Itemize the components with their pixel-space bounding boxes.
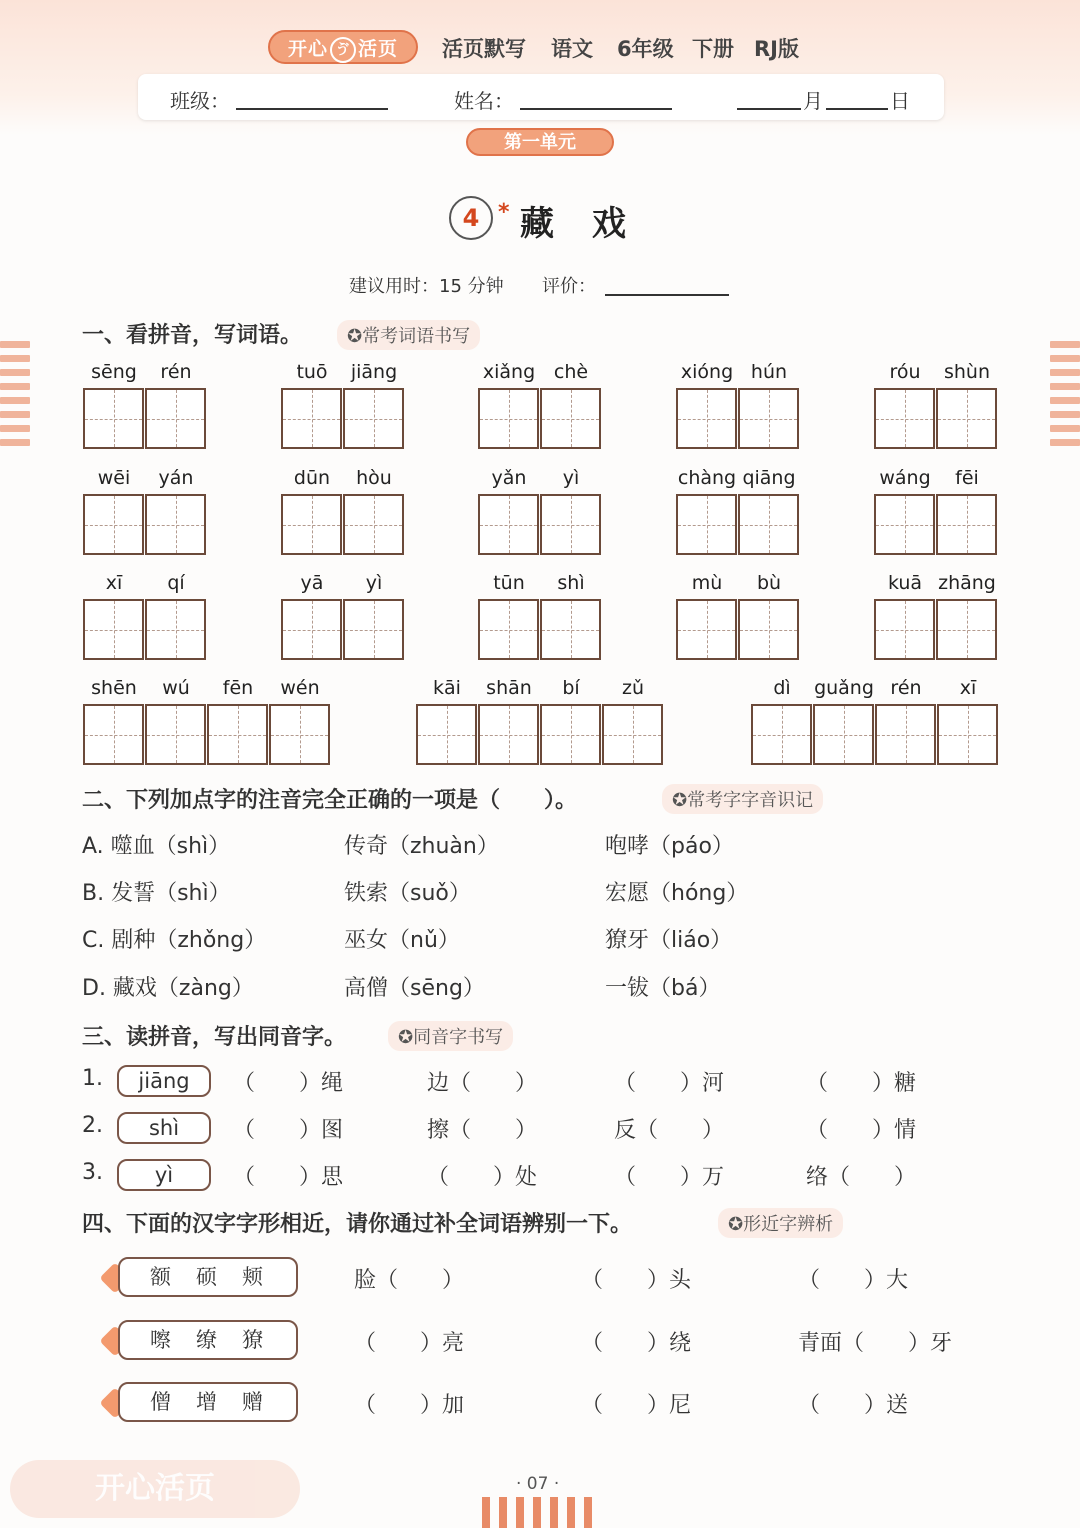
writing-box[interactable] bbox=[540, 388, 601, 449]
pinyin-syllable: fēn bbox=[222, 677, 254, 699]
day-label: 日 bbox=[890, 89, 910, 113]
pinyin-syllable: bí bbox=[562, 677, 580, 699]
fill-blank[interactable]: （ ）处 bbox=[427, 1165, 538, 1190]
writing-box[interactable] bbox=[343, 494, 404, 555]
fill-blank[interactable]: （ ）糖 bbox=[806, 1071, 917, 1096]
fill-blank[interactable]: （ ）万 bbox=[614, 1165, 725, 1190]
writing-box[interactable] bbox=[145, 494, 206, 555]
pinyin-syllable: xī bbox=[959, 677, 977, 699]
pinyin-syllable: yì bbox=[365, 572, 383, 594]
writing-box[interactable] bbox=[813, 704, 874, 765]
pinyin-syllable: shān bbox=[486, 677, 532, 699]
writing-box[interactable] bbox=[281, 388, 342, 449]
pinyin-syllable: wēi bbox=[97, 467, 131, 489]
option-choice[interactable]: D. 藏戏（zàng） bbox=[82, 976, 254, 1001]
writing-box[interactable] bbox=[738, 599, 799, 660]
option-word: 高僧（sēng） bbox=[344, 976, 485, 1001]
class-field[interactable] bbox=[236, 84, 388, 110]
pinyin-pill: yì bbox=[117, 1159, 211, 1191]
pinyin-syllable: guǎng bbox=[814, 677, 874, 699]
writing-box[interactable] bbox=[207, 704, 268, 765]
pinyin-syllable: shēn bbox=[91, 677, 137, 699]
fill-blank[interactable]: （ ）绕 bbox=[581, 1331, 692, 1356]
fill-blank[interactable]: （ ）大 bbox=[798, 1268, 909, 1293]
fill-blank[interactable]: （ ）图 bbox=[233, 1118, 344, 1143]
option-choice[interactable]: C. 剧种（zhǒng） bbox=[82, 928, 267, 953]
fill-blank[interactable]: （ ）情 bbox=[806, 1118, 917, 1143]
option-word: 宏愿（hóng） bbox=[605, 881, 749, 906]
writing-box[interactable] bbox=[751, 704, 812, 765]
fill-blank[interactable]: 青面（ ）牙 bbox=[798, 1331, 953, 1356]
writing-box[interactable] bbox=[269, 704, 330, 765]
row-number: 2. bbox=[82, 1113, 103, 1138]
pinyin-syllable: xiǎng bbox=[482, 361, 536, 383]
lesson-title: 藏戏 bbox=[520, 204, 664, 244]
evaluation-field[interactable] bbox=[605, 270, 729, 296]
option-word: 巫女（nǔ） bbox=[344, 928, 460, 953]
writing-box[interactable] bbox=[540, 704, 601, 765]
unit-badge: 第一单元 bbox=[466, 128, 614, 156]
day-field[interactable] bbox=[826, 84, 888, 110]
pinyin-syllable: zhāng bbox=[938, 572, 996, 594]
pinyin-syllable: rén bbox=[160, 361, 192, 383]
pinyin-syllable: yì bbox=[562, 467, 580, 489]
pinyin-syllable: wú bbox=[162, 677, 190, 699]
suggested-time: 建议用时：15 分钟 bbox=[349, 276, 504, 297]
writing-box[interactable] bbox=[478, 494, 539, 555]
month-label: 月 bbox=[803, 89, 823, 113]
pinyin-syllable: hòu bbox=[356, 467, 392, 489]
writing-box[interactable] bbox=[936, 388, 997, 449]
pinyin-syllable: tūn bbox=[493, 572, 525, 594]
fill-blank[interactable]: （ ）头 bbox=[581, 1268, 692, 1293]
section3-tag: ✪同音字书写 bbox=[388, 1021, 513, 1051]
class-label: 班级： bbox=[170, 89, 230, 113]
option-word: 咆哮（páo） bbox=[605, 834, 734, 859]
writing-box[interactable] bbox=[281, 494, 342, 555]
left-side-stripes bbox=[0, 341, 30, 453]
bottom-stripes bbox=[482, 1497, 602, 1528]
pinyin-syllable: xī bbox=[105, 572, 123, 594]
month-field[interactable] bbox=[737, 84, 801, 110]
pinyin-syllable: mù bbox=[691, 572, 723, 594]
option-choice[interactable]: B. 发誓（shì） bbox=[82, 881, 231, 906]
pinyin-syllable: hún bbox=[750, 361, 788, 383]
character-group: 僧增赠 bbox=[118, 1382, 298, 1422]
pinyin-syllable: dì bbox=[773, 677, 791, 699]
logo-mark-icon: ゔ bbox=[330, 37, 356, 63]
pinyin-syllable: róu bbox=[889, 361, 921, 383]
edition: RJ版 bbox=[754, 37, 799, 61]
pinyin-syllable: shùn bbox=[943, 361, 991, 383]
pinyin-syllable: tuō bbox=[296, 361, 328, 383]
pinyin-pill: shì bbox=[117, 1112, 211, 1144]
writing-box[interactable] bbox=[83, 704, 144, 765]
section3-title: 三、读拼音，写出同音字。 bbox=[82, 1025, 347, 1050]
fill-blank[interactable]: 边（ ） bbox=[427, 1071, 538, 1096]
writing-box[interactable] bbox=[738, 494, 799, 555]
fill-blank[interactable]: （ ）亮 bbox=[354, 1331, 465, 1356]
writing-box[interactable] bbox=[874, 494, 935, 555]
writing-box[interactable] bbox=[602, 704, 663, 765]
writing-box[interactable] bbox=[676, 599, 737, 660]
right-side-stripes bbox=[1050, 341, 1080, 453]
pinyin-syllable: jiāng bbox=[350, 361, 398, 383]
writing-box[interactable] bbox=[83, 494, 144, 555]
writing-box[interactable] bbox=[676, 388, 737, 449]
fill-blank[interactable]: （ ）思 bbox=[233, 1165, 344, 1190]
volume: 下册 bbox=[692, 37, 734, 61]
pinyin-syllable: yán bbox=[158, 467, 194, 489]
pinyin-syllable: wáng bbox=[879, 467, 931, 489]
section4-title: 四、下面的汉字字形相近，请你通过补全词语辨别一下。 bbox=[82, 1212, 633, 1237]
fill-blank[interactable]: （ ）送 bbox=[798, 1393, 909, 1418]
section2-tag: ✪常考字字音识记 bbox=[662, 784, 823, 814]
section1-title: 一、看拼音，写词语。 bbox=[82, 323, 303, 348]
fill-blank[interactable]: （ ）河 bbox=[614, 1071, 725, 1096]
row-number: 1. bbox=[82, 1066, 103, 1091]
writing-box[interactable] bbox=[875, 704, 936, 765]
writing-box[interactable] bbox=[145, 599, 206, 660]
pinyin-syllable: fēi bbox=[955, 467, 979, 489]
fill-blank[interactable]: （ ）尼 bbox=[581, 1393, 692, 1418]
section4-tag: ✪形近字辨析 bbox=[718, 1208, 843, 1238]
writing-box[interactable] bbox=[416, 704, 477, 765]
pinyin-syllable: dūn bbox=[293, 467, 331, 489]
character-group: 额硕颊 bbox=[118, 1257, 298, 1297]
fill-blank[interactable]: 络（ ） bbox=[806, 1165, 917, 1190]
option-word: 獠牙（liáo） bbox=[605, 928, 733, 953]
lesson-number: 4 bbox=[449, 196, 493, 240]
writing-box[interactable] bbox=[874, 388, 935, 449]
pinyin-syllable: chè bbox=[553, 361, 589, 383]
grade: 6年级 bbox=[617, 37, 674, 61]
pinyin-syllable: wén bbox=[280, 677, 320, 699]
pinyin-syllable: yā bbox=[300, 572, 324, 594]
lesson-star: * bbox=[498, 200, 510, 225]
pinyin-syllable: zǔ bbox=[621, 677, 644, 699]
name-field[interactable] bbox=[520, 84, 672, 110]
evaluation-label: 评价： bbox=[542, 276, 596, 297]
pinyin-syllable: kuā bbox=[887, 572, 923, 594]
writing-box[interactable] bbox=[343, 388, 404, 449]
logo-text-right: 活页 bbox=[358, 38, 399, 60]
fill-blank[interactable]: 脸（ ） bbox=[354, 1268, 465, 1293]
pinyin-syllable: yǎn bbox=[491, 467, 527, 489]
watermark-logo: 开心活页 bbox=[10, 1460, 300, 1518]
page-number: · 07 · bbox=[516, 1474, 560, 1494]
pinyin-pill: jiāng bbox=[117, 1065, 211, 1097]
fill-blank[interactable]: 反（ ） bbox=[614, 1118, 725, 1143]
writing-box[interactable] bbox=[281, 599, 342, 660]
writing-box[interactable] bbox=[676, 494, 737, 555]
logo-text-left: 开心 bbox=[287, 38, 328, 60]
pinyin-syllable: xióng bbox=[680, 361, 734, 383]
writing-box[interactable] bbox=[874, 599, 935, 660]
writing-box[interactable] bbox=[145, 388, 206, 449]
pinyin-syllable: kāi bbox=[433, 677, 461, 699]
option-word: 铁索（suǒ） bbox=[344, 881, 471, 906]
character-group: 嚓缭獠 bbox=[118, 1320, 298, 1360]
pinyin-syllable: sēng bbox=[91, 361, 137, 383]
fill-blank[interactable]: （ ）加 bbox=[354, 1393, 465, 1418]
writing-box[interactable] bbox=[540, 494, 601, 555]
series-name: 活页默写 bbox=[442, 37, 526, 61]
pinyin-syllable: qí bbox=[167, 572, 185, 594]
option-word: 传奇（zhuàn） bbox=[344, 834, 499, 859]
pinyin-syllable: rén bbox=[890, 677, 922, 699]
option-word: 一钹（bá） bbox=[605, 976, 721, 1001]
fill-blank[interactable]: 擦（ ） bbox=[427, 1118, 538, 1143]
writing-box[interactable] bbox=[478, 388, 539, 449]
pinyin-syllable: qiāng bbox=[742, 467, 796, 489]
writing-box[interactable] bbox=[343, 599, 404, 660]
fill-blank[interactable]: （ ）绳 bbox=[233, 1071, 344, 1096]
name-label: 姓名： bbox=[454, 89, 514, 113]
brand-logo bbox=[268, 30, 418, 64]
writing-box[interactable] bbox=[83, 599, 144, 660]
subject: 语文 bbox=[551, 37, 593, 61]
section2-title: 二、下列加点字的注音完全正确的一项是（ ）。 bbox=[82, 788, 578, 813]
writing-box[interactable] bbox=[83, 388, 144, 449]
writing-box[interactable] bbox=[738, 388, 799, 449]
writing-box[interactable] bbox=[540, 599, 601, 660]
writing-box[interactable] bbox=[145, 704, 206, 765]
writing-box[interactable] bbox=[937, 704, 998, 765]
row-number: 3. bbox=[82, 1160, 103, 1185]
pinyin-syllable: chàng bbox=[677, 467, 737, 489]
writing-box[interactable] bbox=[478, 599, 539, 660]
writing-box[interactable] bbox=[478, 704, 539, 765]
pinyin-syllable: shì bbox=[557, 572, 585, 594]
option-choice[interactable]: A. 噬血（shì） bbox=[82, 834, 231, 859]
writing-box[interactable] bbox=[936, 494, 997, 555]
writing-box[interactable] bbox=[936, 599, 997, 660]
pinyin-syllable: bù bbox=[756, 572, 782, 594]
section1-tag: ✪常考词语书写 bbox=[337, 320, 480, 350]
